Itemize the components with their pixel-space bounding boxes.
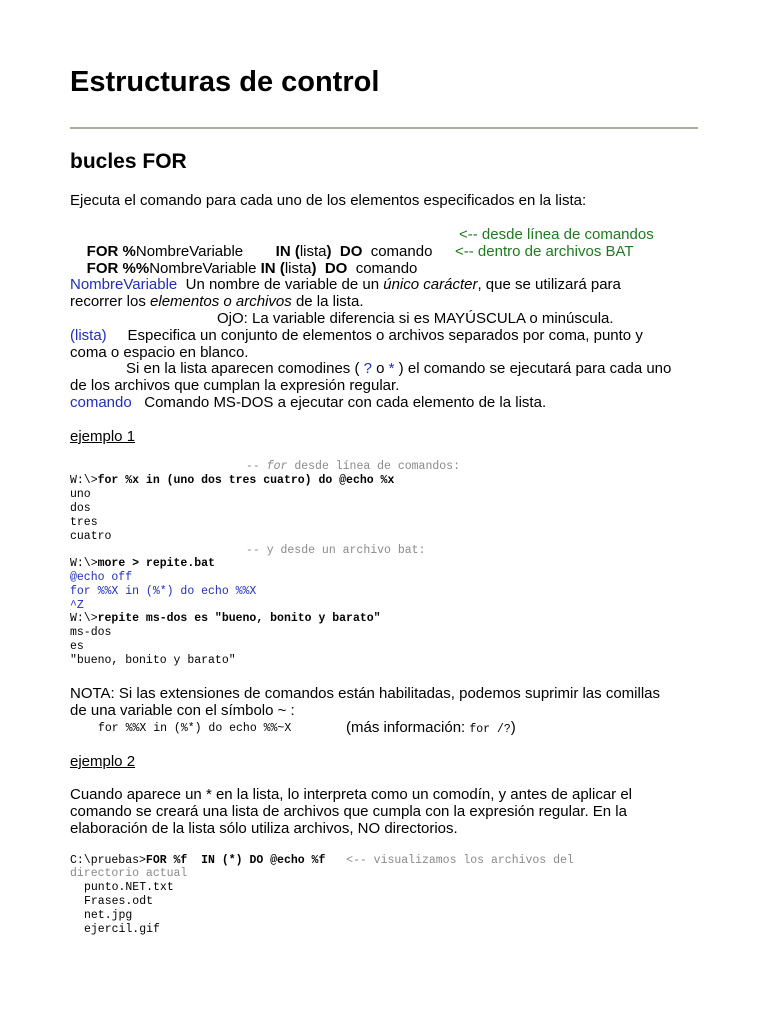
- code-ctrlz: ^Z: [70, 599, 84, 612]
- intro-text: Ejecuta el comando para cada uno de los elementos especificados en la lista:: [70, 192, 587, 209]
- param-lista-regex: de los archivos que cumplan la expresión regular.: [70, 377, 400, 394]
- code-output-2: dos: [70, 502, 91, 515]
- term-nombrevariable: NombreVariable: [70, 276, 178, 293]
- nota-line-1: NOTA: Si las extensiones de comandos están habilitadas, podemos suprimir las comillas: [70, 685, 660, 702]
- code-output-1: uno: [70, 488, 91, 501]
- code-line-cmd3: W:\>repite ms-dos es "bueno, bonito y barato": [70, 612, 381, 625]
- syntax-note-2: <-- dentro de archivos BAT: [455, 243, 634, 260]
- code-output-3: tres: [70, 516, 98, 529]
- horizontal-rule: [70, 127, 698, 129]
- syntax-note-1: <-- desde línea de comandos: [459, 226, 654, 243]
- file-item-4: ejercil.gif: [84, 923, 160, 936]
- code-bat-2: for %%X in (%*) do echo %%X: [70, 585, 257, 598]
- nota-code: for %%X in (%*) do echo %%~X: [98, 722, 292, 735]
- ejemplo-2-text-2: comando se creará una lista de archivos que cumpla con la expresión regular. En la: [70, 803, 627, 820]
- section-heading: bucles FOR: [70, 150, 187, 173]
- nota-more-info: (más información: for /?): [346, 719, 516, 736]
- code-line-cmd1: W:\>for %x in (uno dos tres cuatro) do @echo %x: [70, 474, 395, 487]
- ejemplo-2-text-1: Cuando aparece un * en la lista, lo interpreta como un comodín, y antes de aplicar el: [70, 786, 633, 803]
- param-comando: comando Comando MS-DOS a ejecutar con cada elemento de la lista.: [70, 394, 547, 411]
- ejemplo-2-heading: ejemplo 2: [70, 753, 136, 770]
- code-line-cmd2: W:\>more > repite.bat: [70, 557, 215, 570]
- code-output-5: ms-dos: [70, 626, 112, 639]
- code-output-4: cuatro: [70, 530, 112, 543]
- file-item-3: net.jpg: [84, 909, 133, 922]
- ejemplo-1-heading: ejemplo 1: [70, 428, 136, 445]
- param-lista: (lista) Especifica un conjunto de elementos o archivos separados por coma, punto y: [70, 327, 643, 344]
- file-item-2: Frases.odt: [84, 895, 154, 908]
- for-keyword: FOR: [86, 243, 119, 260]
- code-output-6: es: [70, 640, 84, 653]
- code-comment-2: -- y desde un archivo bat:: [246, 544, 426, 557]
- ejemplo-2-text-3: elaboración de la lista sólo utiliza archivos, NO directorios.: [70, 820, 458, 837]
- term-lista: (lista): [70, 327, 107, 344]
- code-line-cmd4: C:\pruebas>FOR %f IN (*) DO @echo %f <-- visualizamos los archivos del: [70, 854, 574, 867]
- file-item-1: punto.NET.txt: [84, 881, 174, 894]
- code-comment-1: -- for desde línea de comandos:: [246, 460, 460, 473]
- code-comment-3: directorio actual: [70, 867, 188, 880]
- page-title: Estructuras de control: [70, 66, 380, 98]
- param-lista-cont: coma o espacio en blanco.: [70, 344, 249, 361]
- syntax-line-1-in: IN (lista) DO comando: [275, 243, 433, 260]
- code-bat-1: @echo off: [70, 571, 133, 584]
- param-nombrevariable-cont: recorrer los elementos o archivos de la lista.: [70, 293, 364, 310]
- ojo-note: OjO: La variable diferencia si es MAYÚSCULA o minúscula.: [217, 310, 614, 327]
- code-output-7: "bueno, bonito y barato": [70, 654, 236, 667]
- term-comando: comando: [70, 394, 132, 411]
- nota-line-2: de una variable con el símbolo ~ :: [70, 702, 295, 719]
- syntax-line-2: FOR %%NombreVariable IN (lista) DO comando: [86, 260, 418, 277]
- syntax-line-1: FOR %NombreVariable: [86, 243, 244, 260]
- param-lista-comodines: Si en la lista aparecen comodines ( ? o * ) el comando se ejecutará para cada uno: [126, 360, 672, 377]
- param-nombrevariable: NombreVariable Un nombre de variable de un único carácter, que se utilizará para: [70, 276, 621, 293]
